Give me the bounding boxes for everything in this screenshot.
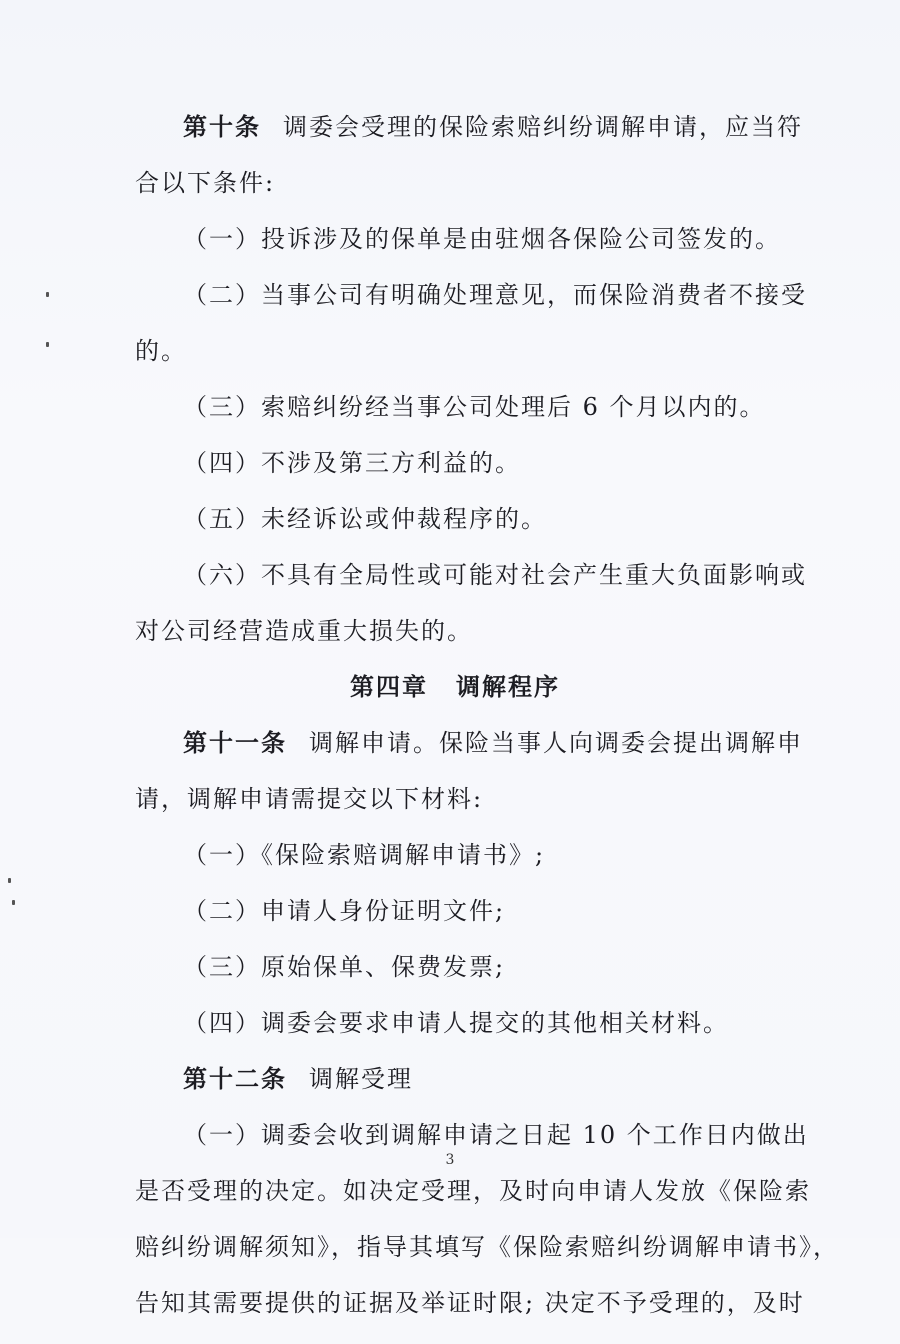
scan-speck [46,292,49,297]
line-text: 调解受理 [309,1065,413,1093]
line-text: 告知其需要提供的证据及举证时限; 决定不予受理的，及时 [135,1289,805,1317]
line-text: 对公司经营造成重大损失的。 [135,617,473,645]
line-text: 的。 [135,337,187,365]
paragraph-line-8 [135,504,775,560]
scan-speck [46,342,49,347]
paragraph-line-20 [135,1176,811,1232]
paragraph-line-15 [135,896,775,952]
paragraph-line-10 [135,616,775,672]
chapter-title: 调解程序 [456,672,560,701]
line-text: （一）调委会收到调解申请之日起 10 个工作日内做出 [183,1121,809,1149]
line-text: （二）申请人身份证明文件; [183,897,506,925]
scan-speck [8,878,11,883]
line-text: 是否受理的决定。如决定受理，及时向申请人发放《保险索 [135,1177,811,1205]
line-text: 调委会受理的保险索赔纠纷调解申请，应当符 [283,113,803,141]
paragraph-line-7 [135,448,775,504]
line-text: （四）不涉及第三方利益的。 [183,449,521,477]
paragraph-line-21 [135,1232,839,1288]
paragraph-line-13 [135,784,775,840]
paragraph-line-18 [135,1064,775,1120]
article-number: 第十二条 [183,1064,287,1093]
paragraph-line-14 [135,840,775,896]
paragraph-line-16 [135,952,775,1008]
scan-speck [12,900,15,905]
paragraph-line-9 [135,560,807,616]
chapter-heading [135,672,775,728]
chapter-number: 第四章 [350,672,428,701]
line-text: （一）《保险索赔调解申请书》; [183,841,546,869]
paragraph-line-17 [135,1008,775,1064]
line-text: 赔纠纷调解须知》，指导其填写《保险索赔纠纷调解申请书》， [135,1233,839,1261]
paragraph-line-4 [135,280,807,336]
line-text: 调解申请。保险当事人向调委会提出调解申 [309,729,803,757]
paragraph-line-2 [135,168,775,224]
line-text: 请，调解申请需提交以下材料: [135,785,484,813]
line-text: （三）原始保单、保费发票; [183,953,506,981]
paragraph-line-1 [135,112,803,168]
paragraph-line-5 [135,336,775,392]
paragraph-line-12 [135,728,803,784]
article-number: 第十条 [183,112,261,141]
article-number: 第十一条 [183,728,287,757]
line-text: （四）调委会要求申请人提交的其他相关材料。 [183,1009,729,1037]
line-text: （二）当事公司有明确处理意见，而保险消费者不接受 [183,281,807,309]
line-text: （三）索赔纠纷经当事公司处理后 6 个月以内的。 [183,393,766,421]
line-text: （五）未经诉讼或仲裁程序的。 [183,505,547,533]
page-number: 3 [445,1152,455,1168]
paragraph-line-6 [135,392,775,448]
line-text: 合以下条件: [135,169,276,197]
line-text: （一）投诉涉及的保单是由驻烟各保险公司签发的。 [183,225,781,253]
line-text: （六）不具有全局性或可能对社会产生重大负面影响或 [183,561,807,589]
paragraph-line-22 [135,1288,805,1344]
paragraph-line-3 [135,224,781,280]
